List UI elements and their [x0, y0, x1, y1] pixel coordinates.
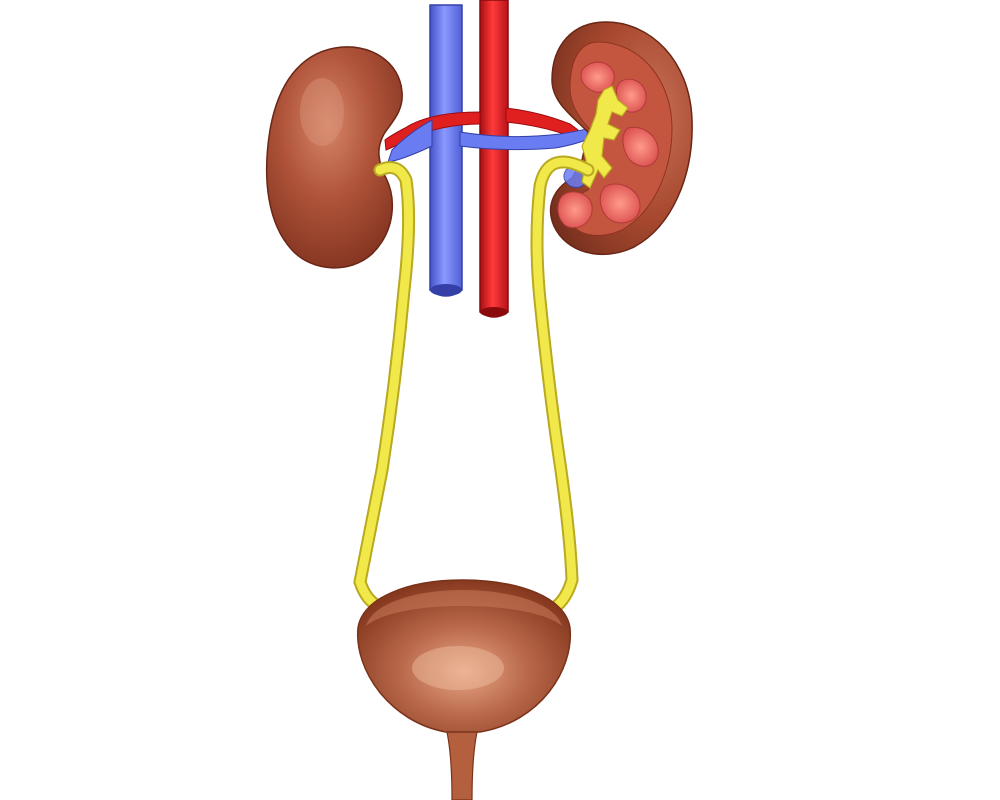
inferior-vena-cava — [430, 5, 462, 296]
urethra — [446, 728, 478, 800]
urinary-bladder — [358, 580, 571, 732]
renal-pyramid — [558, 192, 592, 228]
left-kidney — [267, 47, 403, 268]
aorta — [480, 0, 508, 317]
